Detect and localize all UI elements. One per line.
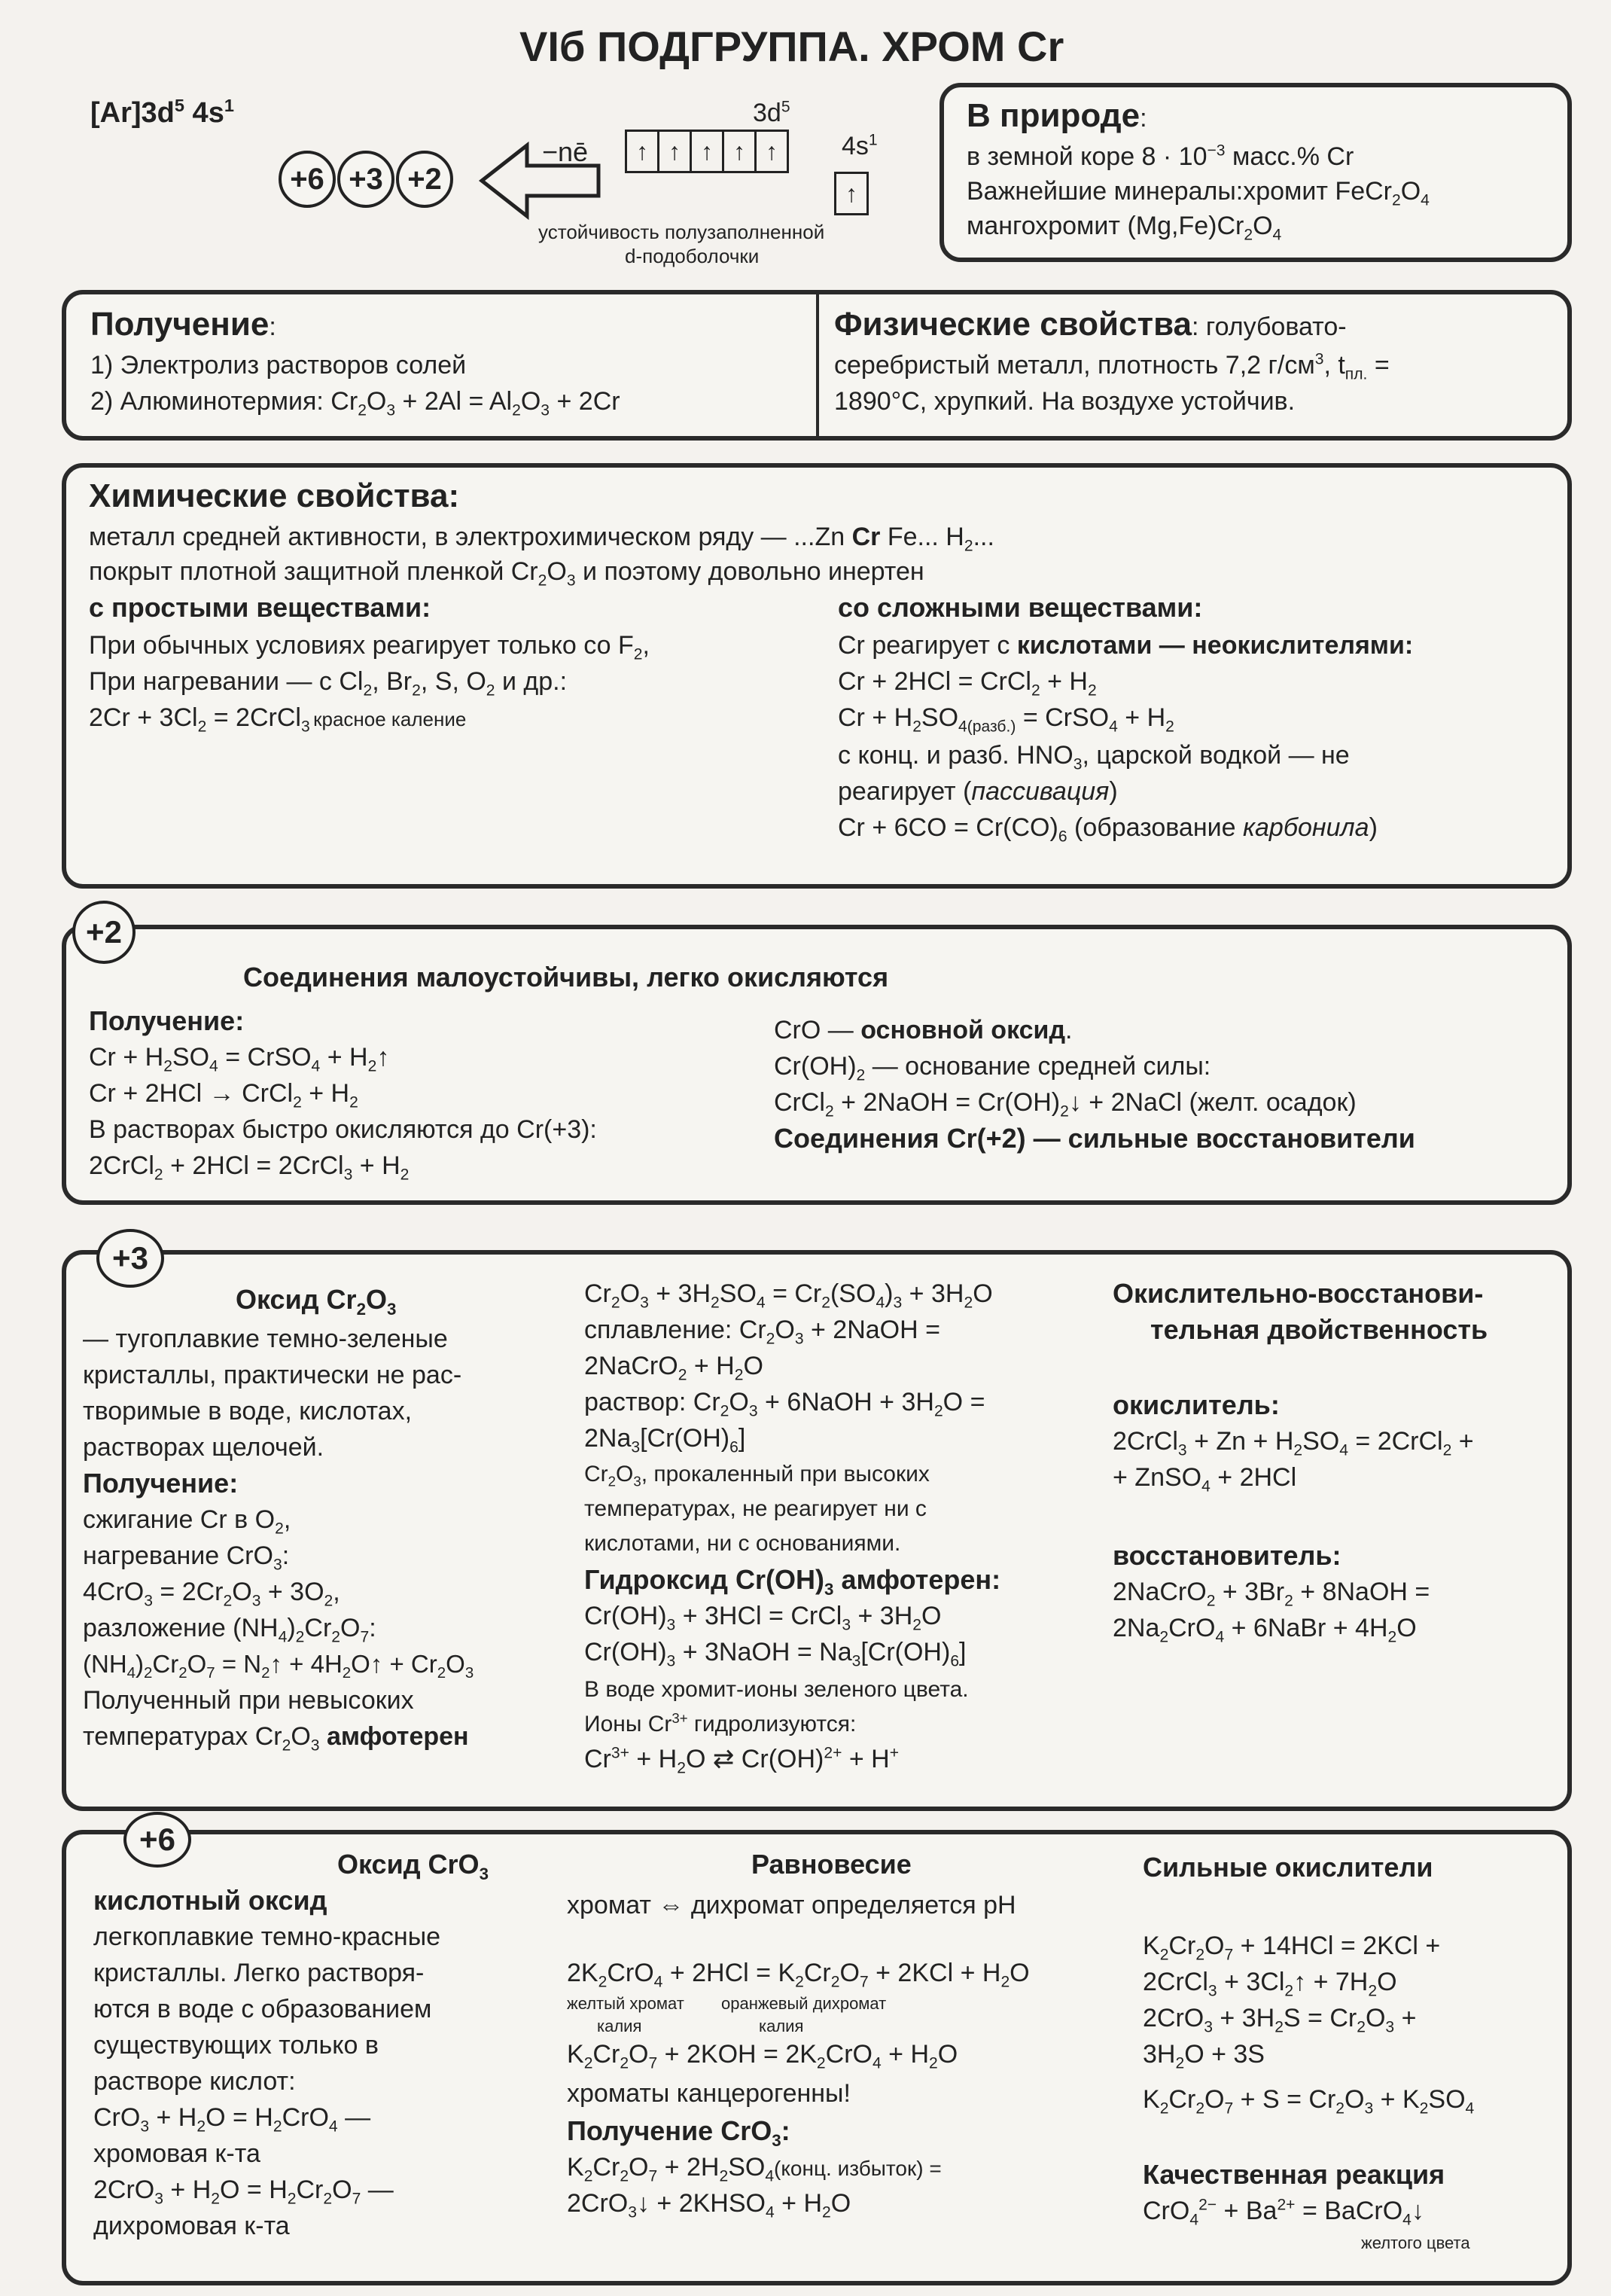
orbital-box: ↑ — [657, 130, 692, 173]
state6-desc-line: $2CrO_3 + H_2O = H_2Cr_2O_7$ — — [93, 2176, 394, 2208]
state3-reducer-line: 2NaCrO$_2$ + $3Br_2$ + 8NaOH = — [1113, 1578, 1430, 1610]
state2-heading: Соединения малоустойчивы, легко окисляются — [243, 962, 889, 992]
state3-oxidizer-heading: окислитель: — [1113, 1389, 1280, 1420]
state3-hydroxide-heading: Гидроксид $Cr(OH)_3$ амфотерен: — [584, 1564, 1001, 1599]
state6-obtain-line: $K_2Cr_2O_7 + 2H_2SO_4$ — [567, 2153, 775, 2185]
divider — [816, 294, 819, 436]
nature-box — [939, 83, 1572, 262]
state3-oxide-desc: растворах щелочей. — [83, 1433, 324, 1462]
oxidation-state-badge: +6 — [279, 151, 336, 208]
state6-desc-line: легкоплавкие темно-красные — [93, 1922, 441, 1951]
orbital-box: ↑ — [754, 130, 789, 173]
state3-obtaining-line: $(NH_4)_2Cr_2O_7$ = $N_2↑$ + $4H_2O↑ + Cr_2O_3$ — [83, 1650, 474, 1682]
state3-hydroxide-note: В воде хромит-ионы зеленого цвета. — [584, 1677, 969, 1702]
state3-middle-line: $2Na_3[Cr(OH)_6]$ — [584, 1424, 746, 1456]
state6-note: калия — [759, 2017, 804, 2035]
obtaining-line: 1) Электролиз растворов солей — [90, 351, 467, 380]
state6-strong-oxidizers-heading: Сильные окислители — [1143, 1852, 1433, 1883]
physical-line: 1890°C, хрупкий. На воздухе устойчив. — [834, 387, 1296, 416]
simple-line: При нагревании — с $Cl_2$, $Br_2$, S, $O_2$ и др.: — [89, 667, 568, 700]
state2-left-line: В растворах быстро окисляются до Cr(+3): — [89, 1115, 597, 1144]
complex-substances-heading: со сложными веществами: — [838, 592, 1203, 623]
state6-strong-ox-line: $K_2Cr_2O_7 + S = Cr_2O_3 + K_2SO_4$ — [1143, 2085, 1475, 2118]
state6-strong-ox-line: $2CrO_3 + 3H_2S = Cr_2O_3$ + — [1143, 2004, 1417, 2036]
state3-middle-line: $Cr_2O_3 + 3H_2SO_4 = Cr_2(SO_4)_3 + 3H_2O$ — [584, 1279, 993, 1312]
colon: : — [269, 313, 276, 341]
state6-desc-line: $CrO_3 + H_2O = H_2CrO_4$ — — [93, 2103, 371, 2136]
state3-middle-line: кислотами, ни с основаниями. — [584, 1531, 901, 1556]
electron-configuration: $[Ar]3d^5$ $4s^1$ — [90, 95, 234, 129]
physical-line: серебристый металл, плотность 7,2 $г/см^3$, $t_{пл.}$ = — [834, 350, 1390, 383]
state2-left-line: 2CrCl$_2$ + 2HCl = 2CrCl$_3$ + $H_2$ — [89, 1151, 410, 1184]
complex-line: реагирует (пассивация) — [838, 777, 1118, 806]
state2-obtaining-heading: Получение: — [89, 1005, 245, 1036]
chemical-line: покрыт плотной защитной пленкой $Cr_2O_3$ и поэтому довольно инертен — [89, 557, 924, 590]
nature-line: мангохромит $(Mg,Fe)Cr_2O_4$ — [967, 212, 1282, 244]
state3-hydroxide-line: $Cr(OH)_3 + 3HCl$ = CrCl$_3$ + $3H_2O$ — [584, 1602, 942, 1634]
nature-line: в земной коре $8 \cdot 10^{-3}$ масс.% Cr — [967, 142, 1354, 171]
electron-loss-label: −nē — [542, 136, 589, 167]
obtaining-physical-box — [62, 290, 1572, 441]
state3-oxide-desc: кристаллы, практически не рас- — [83, 1361, 462, 1389]
state3-reducer-heading: восстановитель: — [1113, 1540, 1341, 1571]
state3-oxide-heading: Оксид $Cr_2O_3$ — [236, 1284, 397, 1319]
state6-obtain-note: (конц. избыток) = — [774, 2157, 942, 2180]
orbital-4s-label: $4s^1$ — [842, 131, 878, 160]
state3-middle-line: сплавление: $Cr_2O_3$ + 2NaOH = — [584, 1316, 940, 1348]
state6-obtain-heading: Получение CrO$_3$: — [567, 2115, 790, 2150]
chemical-heading: Химические свойства: — [89, 477, 460, 514]
state3-middle-line: температурах, не реагирует ни с — [584, 1496, 927, 1521]
state6-obtain-line: 2CrO$_3$↓ + $2KHSO_4 + H_2O$ — [567, 2189, 851, 2221]
state6-oxide-heading: Оксид CrO$_3$ — [337, 1849, 489, 1883]
simple-line: $2Cr + 3Cl_2$ = 2CrCl$_3$ — [89, 703, 310, 736]
state3-redox-heading: тельная двойственность — [1150, 1314, 1488, 1345]
state3-middle-line: 2NaCrO$_2$ + $H_2O$ — [584, 1352, 763, 1384]
orbital-box: ↑ — [690, 130, 724, 173]
state3-middle-line: раствор: $Cr_2O_3$ + 6NaOH + $3H_2O$ = — [584, 1388, 985, 1420]
complex-line: $Cr + H_2SO_{4(разб.)}$ = CrSO$_4$ + $H_2$ — [838, 703, 1174, 736]
complex-line: Cr реагирует с кислотами — неокислителями: — [838, 631, 1414, 660]
state6-desc-line: кристаллы. Легко растворя- — [93, 1959, 425, 1987]
state3-obtaining-line: сжигание Cr в $O_2$, — [83, 1505, 291, 1538]
state3-obtaining-line: нагревание CrO$_3$: — [83, 1541, 290, 1574]
reaction-note: красное каление — [313, 708, 467, 730]
state2-right-line: $Cr(OH)_2$ — основание средней силы: — [774, 1052, 1211, 1084]
state6-equilibrium-line: хромат ⇔ дихромат определяется pH — [567, 1891, 1016, 1919]
oxidation-state-badge: +3 — [96, 1229, 164, 1288]
state6-strong-ox-line: 2CrCl$_3$ + $3Cl_2↑ + 7H_2O$ — [1143, 1968, 1397, 2000]
nature-heading: В природе — [967, 97, 1140, 134]
state3-obtaining-heading: Получение: — [83, 1468, 239, 1499]
state3-middle-line: $Cr_2O_3$, прокаленный при высоких — [584, 1462, 930, 1490]
physical-line: : голубовато- — [1192, 313, 1347, 341]
state3-hydrolysis-equation: $Cr^{3+} + H_2O$ ⇄ Cr(OH)$^{2+}$ + H+ — [584, 1744, 900, 1777]
simple-substances-heading: с простыми веществами: — [89, 592, 431, 623]
state2-right-line: CrO — основной оксид. — [774, 1016, 1073, 1044]
state3-oxidizer-line: 2CrCl$_3$ + $Zn + H_2SO_4$ = 2CrCl$_2$ + — [1113, 1427, 1474, 1459]
state6-quality-equation: $CrO_4^{2-} + Ba^{2+}$ = BaCrO$_4$↓ — [1143, 2196, 1424, 2229]
stability-note: устойчивость полузаполненной — [538, 221, 825, 243]
state3-reducer-line: $2Na_2CrO_4$ + 6NaBr + $4H_2O$ — [1113, 1614, 1417, 1646]
state6-desc-line: ются в воде с образованием — [93, 1995, 432, 2023]
state6-desc-line: хромовая к-та — [93, 2139, 260, 2168]
state6-note: оранжевый дихромат — [721, 1994, 887, 2013]
state6-desc-line: растворе кислот: — [93, 2067, 296, 2096]
orbital-box: ↑ — [722, 130, 757, 173]
complex-line: с конц. и разб. $HNO_3$, царской водкой — не — [838, 741, 1350, 773]
state2-left-line: Cr + 2HCl → CrCl$_2$ + $H_2$ — [89, 1079, 358, 1111]
orbital-3d-label: $3d^5$ — [753, 98, 790, 127]
chemical-properties-box — [62, 463, 1572, 889]
state6-quality-note: желтого цвета — [1361, 2233, 1470, 2252]
state3-hydroxide-line: $Cr(OH)_3$ + 3NaOH = $Na_3[Cr(OH)_6]$ — [584, 1638, 967, 1670]
state3-obtaining-line: Полученный при невысоких — [83, 1686, 414, 1715]
complex-line: Cr + 2HCl = CrCl$_2$ + $H_2$ — [838, 667, 1097, 700]
orbital-box-4s: ↑ — [834, 172, 869, 215]
state2-left-line: $Cr + H_2SO_4$ = CrSO$_4$ + $H_2↑$ — [89, 1043, 390, 1075]
state6-quality-heading: Качественная реакция — [1143, 2159, 1445, 2190]
state3-oxide-desc: творимые в воде, кислотах, — [83, 1397, 413, 1425]
oxidation-state-2-box — [62, 925, 1572, 1205]
colon: : — [1140, 104, 1147, 133]
oxidation-state-badge: +6 — [123, 1812, 191, 1868]
state3-hydroxide-note: Ионы $Cr^{3+}$ гидролизуются: — [584, 1709, 857, 1736]
state6-acid-oxide: кислотный оксид — [93, 1885, 327, 1916]
chemical-line: металл средней активности, в электрохимическом ряду — ...Zn Cr Fe... $H_2$... — [89, 523, 994, 555]
obtaining-line: 2) Алюминотермия: $Cr_2O_3 + 2Al = Al_2O_3 + 2Cr$ — [90, 387, 620, 419]
state6-equation: $K_2Cr_2O_7 + 2KOH = 2K_2CrO_4 + H_2O$ — [567, 2040, 958, 2072]
physical-heading: Физические свойства — [834, 306, 1192, 343]
state3-oxidizer-line: + ZnSO$_4$ + 2HCl — [1113, 1463, 1297, 1496]
state6-equation: $2K_2CrO_4 + 2HCl = K_2Cr_2O_7 + 2KCl + H_2O$ — [567, 1959, 1030, 1991]
page-title: VIб ПОДГРУППА. ХРОМ Cr — [519, 23, 1064, 70]
state6-strong-ox-line: $K_2Cr_2O_7 + 14HCl = 2KCl$ + — [1143, 1932, 1441, 1964]
state3-obtaining-line: температурах $Cr_2O_3$ амфотерен — [83, 1722, 469, 1755]
state3-obtaining-line: $4CrO_3 = 2Cr_2O_3 + 3O_2$, — [83, 1578, 340, 1610]
simple-line: При обычных условиях реагирует только со $F_2$, — [89, 631, 650, 663]
state6-strong-ox-line: $3H_2O + 3S$ — [1143, 2040, 1265, 2072]
oxidation-state-badge: +3 — [337, 151, 394, 208]
state6-note: желтый хромат — [567, 1994, 684, 2013]
oxidation-state-3-box — [62, 1250, 1572, 1811]
orbital-box: ↑ — [625, 130, 659, 173]
oxidation-state-badge: +2 — [396, 151, 453, 208]
oxidation-state-badge: +2 — [72, 901, 136, 964]
complex-line: $Cr + 6CO = Cr(CO)_6$ (образование карбонила) — [838, 813, 1378, 846]
state6-note: калия — [597, 2017, 642, 2035]
state3-redox-heading: Окислительно-восстанови- — [1113, 1278, 1484, 1309]
nature-line: Важнейшие минералы:хромит $FeCr_2O_4$ — [967, 177, 1430, 209]
stability-note: d-подоболочки — [625, 245, 760, 267]
state2-reducers-note: Соединения Cr(+2) — сильные восстановители — [774, 1123, 1415, 1154]
state6-desc-line: существующих только в — [93, 2031, 379, 2060]
state6-carcinogen-note: хроматы канцерогенны! — [567, 2079, 851, 2108]
state3-obtaining-line: разложение $(NH_4)_2Cr_2O_7$: — [83, 1614, 376, 1646]
state3-oxide-desc: — тугоплавкие темно-зеленые — [83, 1325, 448, 1353]
state6-desc-line: дихромовая к-та — [93, 2212, 290, 2240]
oxidation-state-6-box — [62, 1830, 1572, 2285]
state2-right-line: CrCl$_2$ + 2NaOH = $Cr(OH)_2↓$ + 2NaCl (желт. осадок) — [774, 1088, 1357, 1121]
obtaining-heading: Получение — [90, 306, 270, 343]
state6-equilibrium-heading: Равновесие — [751, 1849, 912, 1880]
